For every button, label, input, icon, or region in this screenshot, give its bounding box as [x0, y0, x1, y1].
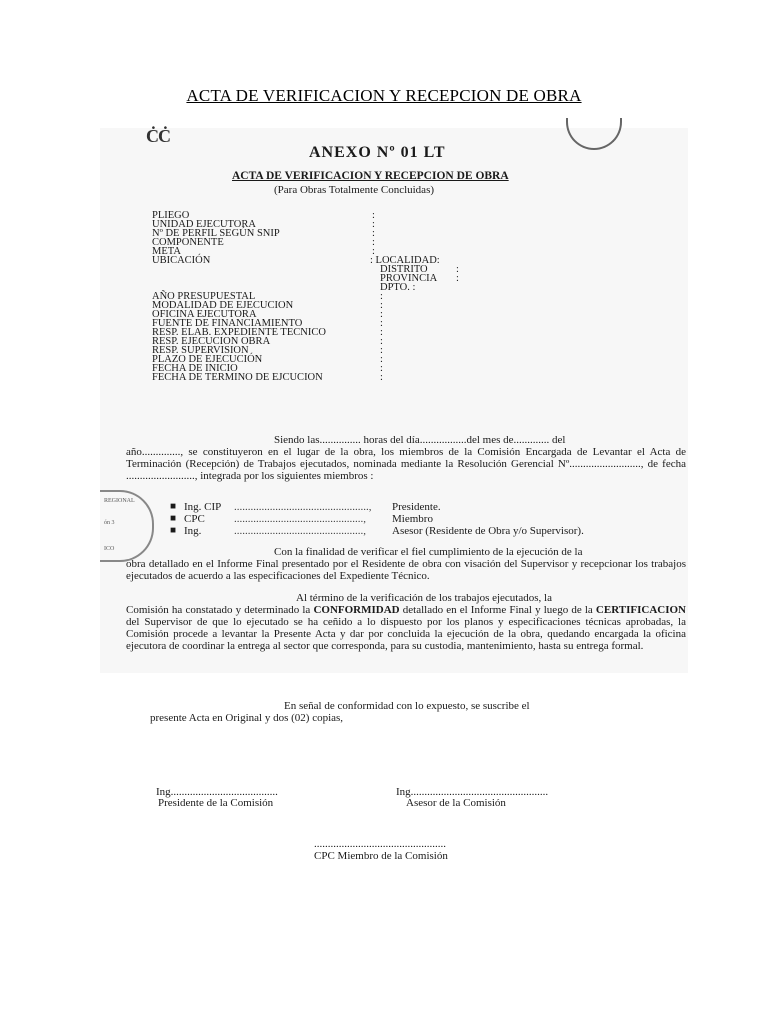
seal-text: ICO	[104, 546, 115, 552]
field-colon: :	[380, 354, 383, 365]
field-label: RESP. SUPERVISION	[152, 345, 249, 356]
field-colon: :	[380, 318, 383, 329]
field-label: UNIDAD EJECUTORA	[152, 219, 256, 230]
field-colon: :	[380, 291, 383, 302]
signature-line-advisor: Ing..................................................	[396, 786, 549, 798]
field-colon: :	[372, 210, 375, 221]
paragraph-4-first-line: En señal de conformidad con lo expuesto, se suscribe el	[284, 700, 530, 712]
provincia-label: PROVINCIA	[380, 273, 438, 284]
field-colon: :	[372, 246, 375, 257]
signature-line-president: Ing.......................................	[156, 786, 278, 798]
member-title: Presidente.	[392, 501, 441, 513]
member-dots: .................................................,	[234, 501, 372, 513]
seal-top-icon	[566, 118, 622, 150]
signature-line-member: ................................................	[314, 838, 446, 850]
field-colon: :	[380, 363, 383, 374]
field-label: FUENTE DE FINANCIAMIENTO	[152, 318, 303, 329]
paragraph-3-body	[126, 604, 686, 652]
field-colon: :	[380, 336, 383, 347]
member-role: CPC	[184, 513, 205, 525]
logo-left: ĊĊ	[146, 126, 170, 146]
field-label: OFICINA EJECUTORA	[152, 309, 257, 320]
distrito-label: DISTRITO	[380, 264, 428, 275]
field-colon: :	[380, 309, 383, 320]
member-title: Miembro	[392, 513, 433, 525]
paragraph-2-first-line: Con la finalidad de verificar el fiel cumplimiento de la ejecución de la	[274, 546, 583, 558]
seal-text: REGIONAL	[104, 498, 135, 504]
bullet-icon: ■	[170, 501, 177, 512]
paragraph-2-body: obra detallado en el Informe Final presentado por el Residente de obra con visación del Supervisor y recepcionar los trabajos ejecutados de acuerdo a las especificaciones del Expediente Técnico.	[126, 558, 686, 582]
paragraph-3-text: detallado en el Informe Final y luego de la	[399, 604, 596, 616]
signature-title-member: CPC Miembro de la Comisión	[314, 850, 448, 862]
certificacion-bold: CERTIFICACION	[595, 604, 686, 616]
field-label: PLIEGO	[152, 210, 190, 221]
paragraph-3-text: Comisión ha constatado y determinado la	[126, 604, 314, 616]
scanned-form-image	[100, 128, 688, 673]
member-dots: ...............................................,	[234, 525, 366, 537]
member-role: Ing. CIP	[184, 501, 222, 513]
paragraph-4-second-line: presente Acta en Original y dos (02) copias,	[150, 712, 344, 724]
member-dots: ...............................................,	[234, 513, 366, 525]
field-colon: :	[456, 273, 459, 284]
field-colon: :	[372, 228, 375, 239]
page-title: ACTA DE VERIFICACION Y RECEPCION DE OBRA	[186, 86, 582, 105]
annex-title: ANEXO Nº 01 LT	[309, 144, 446, 161]
paragraph-1-first-line: Siendo las............... horas del día.................del mes de............. del	[274, 434, 566, 446]
conformidad-bold: CONFORMIDAD	[313, 604, 400, 616]
signature-title-advisor: Asesor de la Comisión	[406, 797, 506, 809]
seal-text: ón 3	[104, 520, 115, 526]
field-colon: :	[380, 327, 383, 338]
field-label: FECHA DE TERMINO DE EJCUCION	[152, 372, 323, 383]
field-label: MODALIDAD DE EJECUCION	[152, 300, 294, 311]
dpto-label: DPTO. :	[380, 282, 416, 293]
field-label: RESP. ELAB. EXPEDIENTE TECNICO	[152, 327, 326, 338]
bullet-icon: ■	[170, 525, 177, 536]
member-title: Asesor (Residente de Obra y/o Supervisor).	[392, 525, 584, 537]
field-label: META	[152, 246, 181, 257]
paragraph-3-first-line: Al término de la verificación de los trabajos ejecutados, la	[296, 592, 552, 604]
bullet-icon: ■	[170, 513, 177, 524]
acta-subtitle: (Para Obras Totalmente Concluidas)	[274, 184, 435, 196]
paragraph-1-body: año.............., se constituyeron en el lugar de la obra, los miembros de la Comisión Encargada de Levantar el Acta de Terminación (Recepción) de Trabajos ejecutados, nominada mediante la Resolución Gerencial Nº.........................., de fecha ........................., integrada por los siguientes miembros :	[126, 446, 686, 482]
field-label: RESP. EJECUCION OBRA	[152, 336, 271, 347]
field-label: FECHA DE INICIO	[152, 363, 238, 374]
field-colon: :	[380, 300, 383, 311]
localidad-label: : LOCALIDAD:	[370, 255, 440, 266]
member-role: Ing.	[184, 525, 202, 537]
field-label: PLAZO DE EJECUCIÓN	[152, 354, 263, 365]
field-colon: :	[372, 237, 375, 248]
signature-title-president: Presidente de la Comisión	[158, 797, 274, 809]
field-colon: :	[456, 264, 459, 275]
field-colon: :	[380, 345, 383, 356]
field-colon: :	[380, 372, 383, 383]
field-label: Nº DE PERFIL SEGÚN SNIP	[152, 228, 280, 239]
acta-title: ACTA DE VERIFICACION Y RECEPCION DE OBRA	[232, 170, 509, 182]
field-colon: :	[372, 219, 375, 230]
field-label: AÑO PRESUPUESTAL	[152, 291, 256, 302]
field-label: COMPONENTE	[152, 237, 224, 248]
paragraph-3-text: del Supervisor de que lo ejecutado se ha ceñido a lo dispuesto por los planos y especificaciones técnicas aprobadas, la Comisión procede a levantar la Presente Acta y dar por concluida la ejecución de la obra, quedando encargada la oficina ejecutora de coordinar la entrega al sector que corresponda, para su custodia, mantenimiento, hasta su entrega formal.	[126, 616, 686, 652]
field-label: UBICACIÓN	[152, 255, 211, 266]
